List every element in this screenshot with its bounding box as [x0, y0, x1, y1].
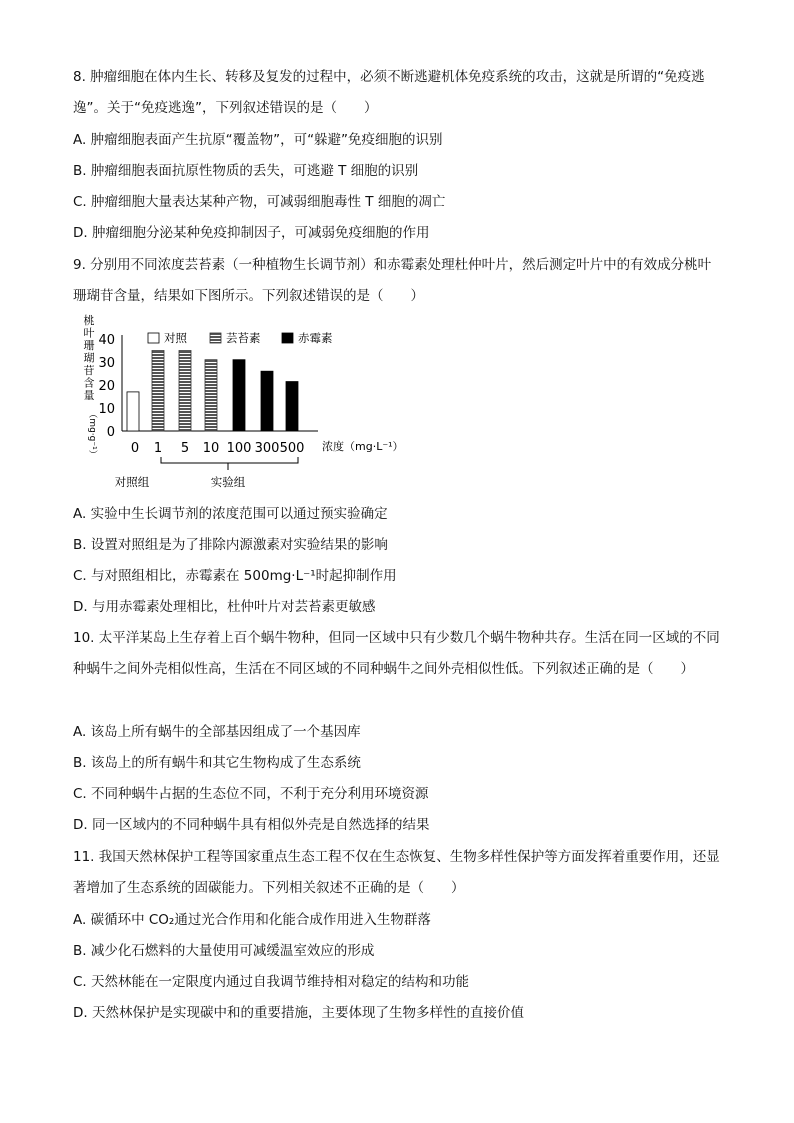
group-labels: [115, 457, 298, 489]
q8-option-a: A. 肿瘤细胞表面产生抗原“覆盖物”，可“躲避”免疫细胞的识别: [73, 132, 443, 148]
q10-option-a: A. 该岛上所有蜗牛的全部基因组成了一个基因库: [73, 724, 361, 740]
y-label-char: 珊: [83, 339, 95, 352]
legend-label: 对照: [164, 331, 187, 345]
x-tick-label: 500: [279, 441, 305, 456]
x-ticks: [131, 439, 404, 456]
y-ticks: [98, 333, 115, 440]
bar: [152, 351, 164, 432]
y-label-char: 苷: [83, 364, 95, 377]
q11-stem: 11. 我国天然林保护工程等国家重点生态工程不仅在生态恢复、生物多样性保护等方面发挥着重要作用，还显著增加了生态系统的固碳能力。下列相关叙述不正确的是（ ）: [73, 849, 720, 896]
experiment-bracket: [161, 457, 298, 463]
q8-option-b: B. 肿瘤细胞表面抗原性物质的丢失，可逃避 T 细胞的识别: [73, 163, 419, 179]
y-label-char: 桃: [83, 314, 95, 327]
x-axis-label: 浓度（mg·L⁻¹）: [322, 440, 404, 453]
y-tick-label: 20: [98, 379, 115, 394]
q11-option-b: B. 减少化石燃料的大量使用可减缓温室效应的形成: [73, 943, 375, 959]
q11-option-c: C. 天然林能在一定限度内通过自我调节维持相对稳定的结构和功能: [73, 974, 470, 990]
y-tick-label: 0: [106, 425, 115, 440]
q11-option-d: D. 天然林保护是实现碳中和的重要措施，主要体现了生物多样性的直接价值: [73, 1005, 524, 1021]
y-label-char: 量: [83, 389, 95, 402]
q9-option-c: C. 与对照组相比，赤霉素在 500mg·L⁻¹时起抑制作用: [73, 568, 397, 584]
x-tick-label: 0: [130, 441, 140, 456]
x-tick-label: 5: [180, 441, 190, 456]
bar: [286, 382, 298, 431]
legend-swatch: [282, 333, 293, 343]
control-group-label: 对照组: [114, 475, 150, 489]
bar: [261, 371, 273, 431]
q8-option-c: C. 肿瘤细胞大量表达某种产物，可减弱细胞毒性 T 细胞的凋亡: [73, 194, 446, 210]
y-tick-label: 10: [98, 402, 115, 417]
x-tick-label: 10: [202, 441, 220, 456]
bar: [205, 360, 217, 431]
y-label-char: 瑚: [83, 351, 95, 365]
y-axis-label: [84, 313, 99, 459]
x-tick-label: 1: [153, 441, 163, 456]
experiment-group-label: 实验组: [210, 475, 246, 489]
y-label-char: 叶: [83, 326, 95, 340]
legend: [148, 331, 333, 345]
legend-swatch: [210, 333, 221, 343]
q9-option-b: B. 设置对照组是为了排除内源激素对实验结果的影响: [73, 537, 388, 553]
legend-label: 芸苔素: [226, 331, 261, 345]
q10-option-d: D. 同一区域内的不同种蜗牛具有相似外壳是自然选择的结果: [73, 817, 430, 833]
y-tick-label: 40: [98, 333, 115, 348]
q8-stem: 8. 肿瘤细胞在体内生长、转移及复发的过程中，必须不断逃避机体免疫系统的攻击，这就是所谓的“免疫逃逸”。关于“免疫逃逸”，下列叙述错误的是（ ）: [73, 69, 705, 116]
y-tick-label: 30: [98, 356, 115, 371]
bar-chart: [70, 312, 404, 497]
legend-label: 赤霉素: [298, 331, 333, 345]
y-label-unit: （mg·g⁻¹）: [87, 409, 97, 459]
bar: [127, 392, 139, 431]
q10-stem: 10. 太平洋某岛上生存着上百个蜗牛物种，但同一区域中只有少数几个蜗牛物种共存。生活在同一区域的不同种蜗牛之间外壳相似性高，生活在不同区域的不同种蜗牛之间外壳相似性低。下列叙述正确的是（ ）: [73, 630, 720, 677]
y-label-char: 含: [83, 376, 95, 390]
q9-option-d: D. 与用赤霉素处理相比，杜仲叶片对芸苔素更敏感: [73, 599, 376, 615]
bar: [179, 351, 191, 432]
q10-option-c: C. 不同种蜗牛占据的生态位不同，不利于充分利用环境资源: [73, 786, 429, 802]
q11-option-a: A. 碳循环中 CO₂通过光合作用和化能合成作用进入生物群落: [73, 912, 431, 928]
q8-option-d: D. 肿瘤细胞分泌某种免疫抑制因子，可减弱免疫细胞的作用: [73, 225, 430, 241]
bar: [233, 360, 245, 431]
x-tick-label: 300: [254, 441, 280, 456]
legend-swatch: [148, 333, 159, 343]
q9-stem: 9. 分别用不同浓度芸苔素（一种植物生长调节剂）和赤霉素处理杜仲叶片，然后测定叶片中的有效成分桃叶珊瑚苷含量，结果如下图所示。下列叙述错误的是（ ）: [73, 257, 712, 304]
x-tick-label: 100: [226, 441, 252, 456]
q9-option-a: A. 实验中生长调节剂的浓度范围可以通过预实验确定: [73, 506, 388, 522]
bars: [127, 351, 298, 432]
q10-option-b: B. 该岛上的所有蜗牛和其它生物构成了生态系统: [73, 755, 361, 771]
